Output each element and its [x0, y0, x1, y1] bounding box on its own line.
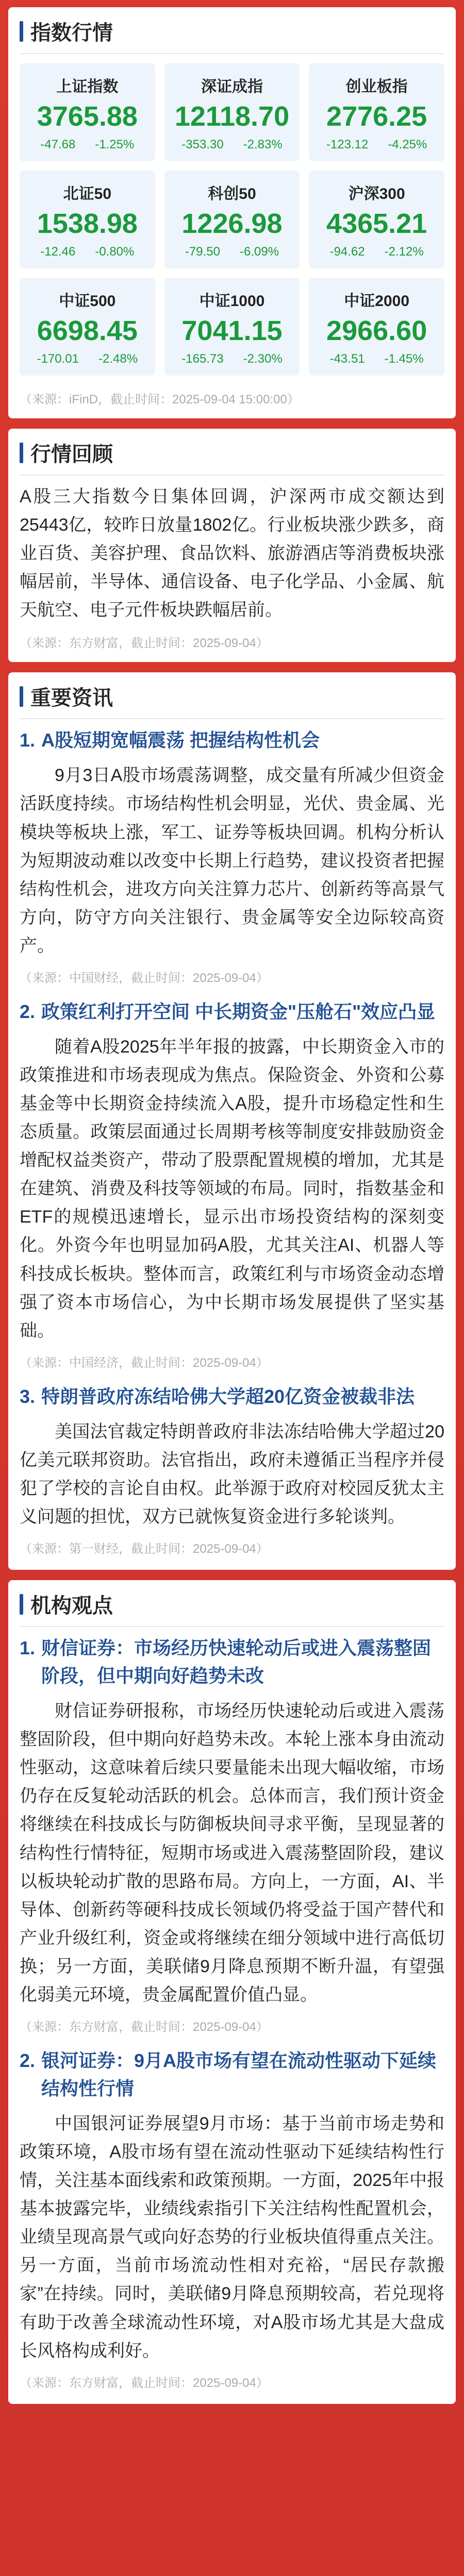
index-value: 12118.70 [174, 101, 290, 132]
news-header [8, 672, 456, 718]
index-change-pct: -6.09% [240, 245, 279, 259]
index-name: 中证2000 [344, 293, 410, 310]
index-change-row [168, 245, 297, 259]
index-change-row [23, 138, 152, 152]
view-item [8, 1627, 456, 2040]
indices-grid [8, 54, 456, 381]
index-name: 中证1000 [199, 293, 265, 310]
news-item-number: 2. [20, 1001, 36, 1022]
index-value: 3765.88 [37, 101, 138, 132]
index-name: 科创50 [208, 185, 256, 202]
indices-source: （来源：iFinD，截止时间：2025-09-04 15:00:00） [20, 393, 300, 406]
news-item-number: 3. [20, 1385, 36, 1407]
index-change: -165.73 [181, 352, 224, 366]
news-title: 重要资讯 [30, 687, 113, 710]
index-change-row [168, 352, 297, 366]
news-item-title[interactable] [8, 1376, 456, 1411]
section-bar [20, 443, 23, 463]
news-item-text: 美国法官裁定特朗普政府非法冻结哈佛大学超过20亿美元联邦资助。法官指出，政府未遵循正当程序并侵犯了学校的言论自由权。此举源于政府对校园反犹太主义问题的担忧，双方已就恢复资金进行多轮谈判。 [20, 1421, 444, 1527]
indices-title: 指数行情 [30, 22, 113, 44]
indices-card [8, 7, 456, 418]
news-list [8, 719, 456, 1570]
view-item-heading: 财信证券：市场经历快速轮动后或进入震荡整固阶段，但中期向好趋势未改 [41, 1637, 432, 1687]
index-name: 创业板指 [345, 78, 408, 95]
index-change-pct: -1.25% [95, 138, 135, 151]
view-item-source: （来源：东方财富，截止时间：2025-09-04） [20, 2376, 269, 2390]
views-list [8, 1627, 456, 2404]
index-change-pct: -0.80% [95, 245, 135, 259]
news-item-heading: A股短期宽幅震荡 把握结构性机会 [41, 730, 320, 751]
view-item-number: 1. [20, 1637, 36, 1659]
view-item-source: （来源：东方财富，截止时间：2025-09-04） [20, 2020, 269, 2034]
index-change: -47.68 [40, 138, 76, 151]
index-name: 深证成指 [201, 78, 263, 95]
index-change-row [312, 245, 441, 259]
index-change: -123.12 [326, 138, 369, 151]
index-tile[interactable] [164, 63, 300, 161]
index-name: 北证50 [63, 185, 112, 202]
review-source: （来源：东方财富，截止时间：2025-09-04） [20, 636, 269, 651]
review-header [8, 429, 456, 474]
news-item-heading: 特朗普政府冻结哈佛大学超20亿资金被裁非法 [41, 1385, 415, 1407]
index-change-pct: -4.25% [388, 138, 427, 151]
view-item-number: 2. [20, 2049, 36, 2071]
index-value: 1226.98 [181, 208, 283, 239]
view-item-heading: 银河证券：9月A股市场有望在流动性驱动下延续结构性行情 [41, 2049, 437, 2099]
views-card [8, 1580, 456, 2404]
index-tile[interactable] [20, 63, 155, 161]
index-tile[interactable] [20, 278, 155, 376]
views-header [8, 1580, 456, 1626]
index-value: 2776.25 [326, 101, 427, 132]
news-item-number: 1. [20, 730, 36, 751]
section-bar [20, 1594, 23, 1615]
view-item-text: 中国银河证券展望9月市场：基于当前市场走势和政策环境，A股市场有望在流动性驱动下延续结构性行情，关注基本面线索和政策预期。一方面，2025年中报基本披露完毕，业绩线索指引下关注结构性配置机会，业绩呈现高景气或向好态势的行业板块值得重点关注。另一方面，当前市场流动性相对充裕，“居民存款搬家”在持续。同时，美联储9月降息预期较高，若兑现将有助于改善全球流动性环境，对A股市场尤其是大盘成长风格构成利好。 [20, 2113, 444, 2361]
view-item-text: 财信证券研报称，市场经历快速轮动后或进入震荡整固阶段，但中期向好趋势未改。本轮上涨本身由流动性驱动，这意味着后续只要量能未出现大幅收缩，市场仍存在反复轮动活跃的机会。总体而言，我们预计资金将继续在科技成长与防御板块间寻求平衡，呈现显著的结构性行情特征，短期市场或进入震荡整固阶段，建议以板块轮动扩散的思路布局。方向上，一方面，AI、半导体、创新药等硬科技成长领域仍将受益于国产替代和产业升级红利，资金或将继续在细分领域中进行高低切换；另一方面，美联储9月降息预期不断升温，有望强化弱美元环境，贵金属配置价值凸显。 [20, 1701, 444, 2005]
index-tile[interactable] [309, 171, 444, 268]
view-item-title[interactable] [8, 1627, 456, 1690]
news-item [8, 719, 456, 991]
section-bar [20, 21, 23, 42]
news-card [8, 672, 456, 1570]
news-item-source: （来源：第一财经，截止时间：2025-09-04） [20, 1542, 269, 1556]
section-bar [20, 686, 23, 707]
index-value: 6698.45 [37, 315, 138, 346]
news-item [8, 1376, 456, 1570]
index-name: 沪深300 [348, 185, 405, 202]
index-change-row [312, 138, 441, 152]
index-change: -43.51 [329, 352, 365, 366]
index-value: 2966.60 [326, 315, 427, 346]
index-name: 上证指数 [56, 78, 119, 95]
index-change-row [168, 138, 297, 152]
index-change: -170.01 [37, 352, 79, 366]
index-change-row [312, 352, 441, 366]
review-card [8, 429, 456, 662]
news-item-text: 9月3日A股市场震荡调整，成交量有所减少但资金活跃度持续。市场结构性机会明显，光伏、贵金属、光模块等板块上涨，军工、证券等板块回调。机构分析认为短期波动难以改变中长期上行趋势，建议投资者把握结构性机会，进攻方向关注算力芯片、创新药等高景气方向，防守方向关注银行、贵金属等安全边际较高资产。 [20, 766, 444, 956]
index-change-row [23, 245, 152, 259]
index-tile[interactable] [309, 63, 444, 161]
view-item [8, 2040, 456, 2404]
index-change-row [23, 352, 152, 366]
review-text: A股三大指数今日集体回调，沪深两市成交额达到25443亿，较昨日放量1802亿。行业板块涨少跌多，商业百货、美容护理、食品饮料、旅游酒店等消费板块涨幅居前，半导体、通信设备、电子化学品、小金属、航天航空、电子元件板块跌幅居前。 [20, 487, 444, 620]
index-tile[interactable] [164, 171, 300, 268]
index-change-pct: -2.48% [98, 352, 138, 366]
index-change-pct: -1.45% [384, 352, 424, 366]
review-title: 行情回顾 [30, 443, 113, 466]
indices-header [8, 7, 456, 53]
index-change: -94.62 [329, 245, 365, 259]
news-item-source: （来源：中国经济，截止时间：2025-09-04） [20, 1355, 269, 1370]
index-tile[interactable] [309, 278, 444, 376]
views-title: 机构观点 [30, 1595, 113, 1618]
index-change-pct: -2.12% [384, 245, 424, 259]
news-item-heading: 政策红利打开空间 中长期资金"压舱石"效应凸显 [41, 1001, 436, 1022]
news-item-title[interactable] [8, 719, 456, 754]
index-change: -12.46 [40, 245, 76, 259]
index-tile[interactable] [164, 278, 300, 376]
view-item-title[interactable] [8, 2040, 456, 2103]
news-item-source: （来源：中国财经，截止时间：2025-09-04） [20, 971, 269, 985]
news-item [8, 991, 456, 1376]
index-value: 7041.15 [181, 315, 283, 346]
index-tile[interactable] [20, 171, 155, 268]
index-change-pct: -2.83% [243, 138, 283, 151]
index-change: -79.50 [185, 245, 220, 259]
index-change: -353.30 [181, 138, 224, 151]
index-value: 4365.21 [326, 208, 427, 239]
index-name: 中证500 [59, 293, 116, 310]
index-value: 1538.98 [37, 208, 138, 239]
index-change-pct: -2.30% [243, 352, 283, 366]
news-item-text: 随着A股2025年半年报的披露，中长期资金入市的政策推进和市场表现成为焦点。保险资金、外资和公募基金等中长期资金持续流入A股，提升市场稳定性和生态质量。政策层面通过长周期考核等制度安排鼓励资金增配权益类资产，带动了股票配置规模的增加，尤其是在建筑、消费及科技等领域的布局。同时，指数基金和ETF的规模迅速增长，显示出市场投资结构的深刻变化。外资今年也明显加码A股，尤其关注AI、机器人等科技成长板块。整体而言，政策红利与市场资金动态增强了资本市场信心，为中长期市场发展提供了坚实基础。 [20, 1037, 444, 1341]
news-item-title[interactable] [8, 991, 456, 1026]
